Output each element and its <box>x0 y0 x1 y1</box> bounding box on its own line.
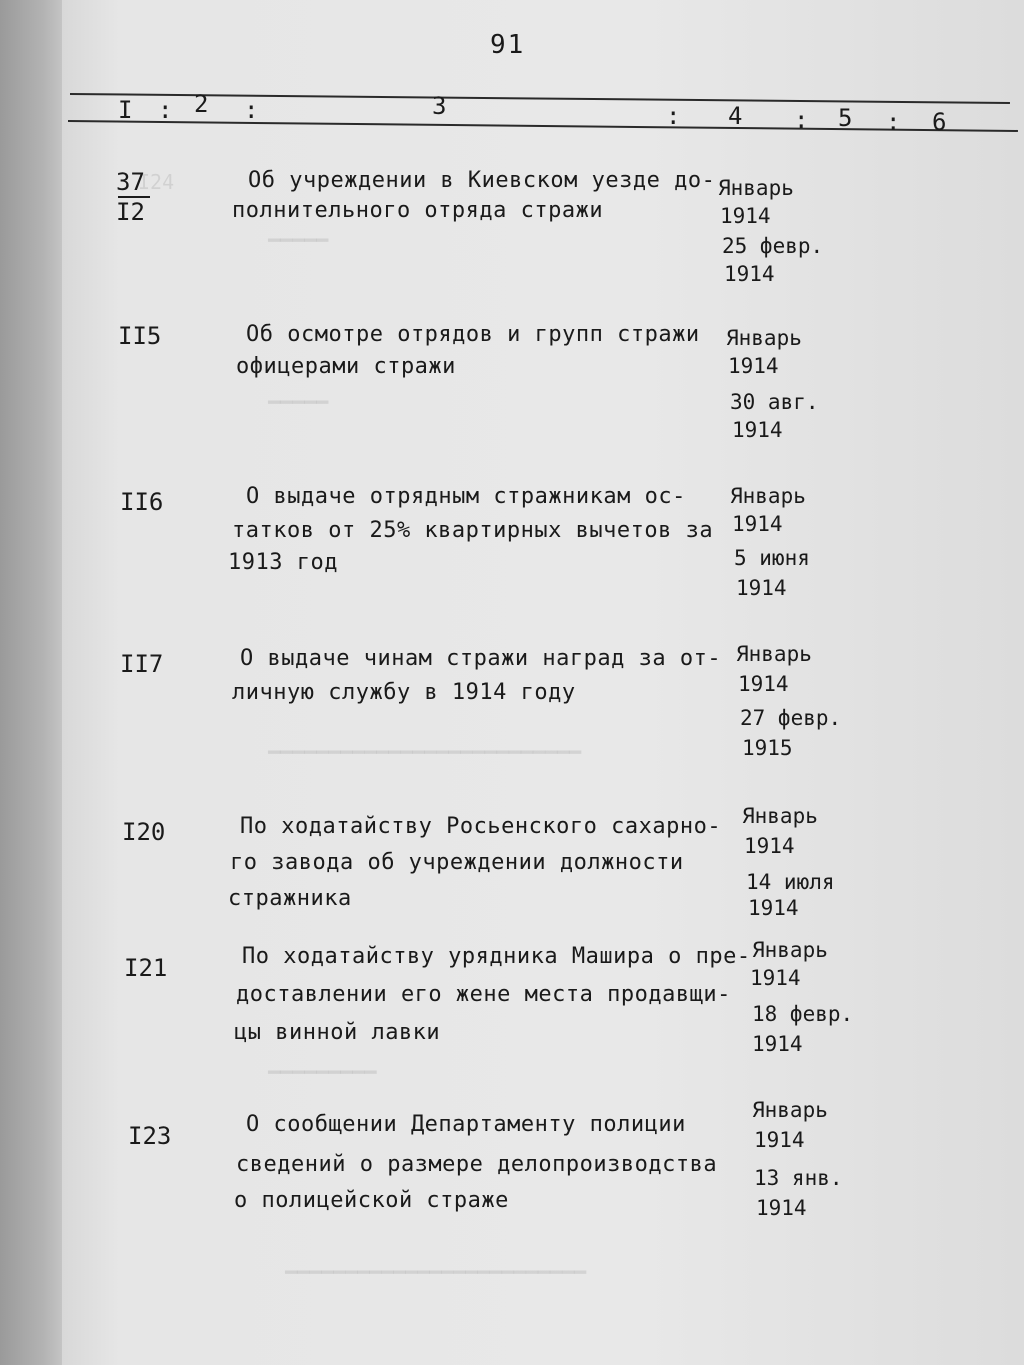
entry-title-line: цы винной лавки <box>234 1020 441 1045</box>
entry-date-line: 1914 <box>720 204 771 228</box>
entry-date-line: 1914 <box>752 1032 803 1056</box>
column-separator: : <box>886 108 901 136</box>
bleed-through-mark: ━━━━━ <box>268 228 329 252</box>
entry-date-line: 1914 <box>744 834 795 858</box>
entry-date-line: 1914 <box>732 512 783 536</box>
entry-number-top: 37 <box>116 168 145 196</box>
entry-date-line: Январь <box>726 326 802 350</box>
column-separator: : <box>666 102 681 130</box>
column-header-3: 3 <box>432 92 447 120</box>
bleed-through-mark: ━━━━━━━━━ <box>268 1060 377 1084</box>
entry-number: II5 <box>118 322 162 350</box>
entry-date-line: 30 авг. <box>730 390 819 414</box>
entry-title-line: сведений о размере делопроизводства <box>236 1152 718 1177</box>
entry-number: I23 <box>128 1122 172 1150</box>
column-separator: : <box>794 106 809 134</box>
column-header-6: 6 <box>932 108 947 136</box>
entry-date-line: Январь <box>736 642 812 666</box>
bleed-through-mark: ━━━━━━━━━━━━━━━━━━━━━━━━━ <box>285 1260 587 1284</box>
entry-date-line: 5 июня <box>734 546 810 570</box>
entry-number: I21 <box>124 954 168 982</box>
entry-number: I20 <box>122 818 166 846</box>
entry-title-line: личную службу в 1914 году <box>232 680 576 705</box>
entry-title-line: Об осмотре отрядов и групп стражи <box>246 322 700 347</box>
column-header-1: I <box>118 96 133 124</box>
entry-number: II6 <box>120 488 164 516</box>
entry-date-line: 1914 <box>728 354 779 378</box>
entry-number-fraction <box>116 168 150 226</box>
entry-number-bottom: I2 <box>116 198 145 226</box>
entry-date-line: 18 февр. <box>752 1002 854 1026</box>
entry-date-line: Январь <box>752 938 828 962</box>
entry-date-line: 1914 <box>732 418 783 442</box>
entry-date-line: 25 февр. <box>722 234 824 258</box>
entry-date-line: Январь <box>730 484 806 508</box>
entry-number: II7 <box>120 650 164 678</box>
bleed-through-mark: I24 <box>138 170 175 194</box>
bleed-through-mark: ━━━━━━━━━━━━━━━━━━━━━━━━━━ <box>268 740 582 764</box>
entry-date-line: 27 февр. <box>740 706 842 730</box>
entry-title-line: стражника <box>228 886 352 911</box>
entry-date-line: 1914 <box>736 576 787 600</box>
entry-title-line: 1913 год <box>228 550 338 575</box>
entry-title-line: полнительного отряда стражи <box>232 198 604 223</box>
entry-title-line: доставлении его жене места продавщи- <box>236 982 731 1007</box>
page-number: 91 <box>490 30 526 60</box>
entry-date-line: 1914 <box>750 966 801 990</box>
entry-title-line: татков от 25% квартирных вычетов за <box>232 518 714 543</box>
entry-date-line: 1914 <box>738 672 789 696</box>
entry-date-line: 14 июля <box>746 870 835 894</box>
entry-title-line: О сообщении Департаменту полиции <box>246 1112 686 1137</box>
column-header-4: 4 <box>728 102 743 130</box>
entry-date-line: Январь <box>742 804 818 828</box>
entry-title-line: офицерами стражи <box>236 354 456 379</box>
column-separator: : <box>158 96 173 124</box>
entry-title-line: По ходатайству Росьенского сахарно- <box>240 814 722 839</box>
entry-title-line: О выдаче отрядным стражникам ос- <box>246 484 686 509</box>
entry-title-line: О выдаче чинам стражи наград за от- <box>240 646 722 671</box>
entry-date-line: 1914 <box>754 1128 805 1152</box>
entry-date-line: 1915 <box>742 736 793 760</box>
entry-date-line: Январь <box>752 1098 828 1122</box>
entry-title-line: По ходатайству урядника Машира о пре- <box>242 944 751 969</box>
column-separator: : <box>244 96 259 124</box>
entry-date-line: 1914 <box>748 896 799 920</box>
entry-title-line: о полицейской страже <box>234 1188 509 1213</box>
column-header-5: 5 <box>838 104 853 132</box>
entry-date-line: 1914 <box>724 262 775 286</box>
column-header-2: 2 <box>194 90 209 118</box>
entry-date-line: 13 янв. <box>754 1166 843 1190</box>
entry-date-line: 1914 <box>756 1196 807 1220</box>
entry-title-line: го завода об учреждении должности <box>230 850 684 875</box>
entry-title-line: Об учреждении в Киевском уезде до- <box>248 168 716 193</box>
binding-edge <box>0 0 62 1365</box>
entry-date-line: Январь <box>718 176 794 200</box>
bleed-through-mark: ━━━━━ <box>268 390 329 414</box>
